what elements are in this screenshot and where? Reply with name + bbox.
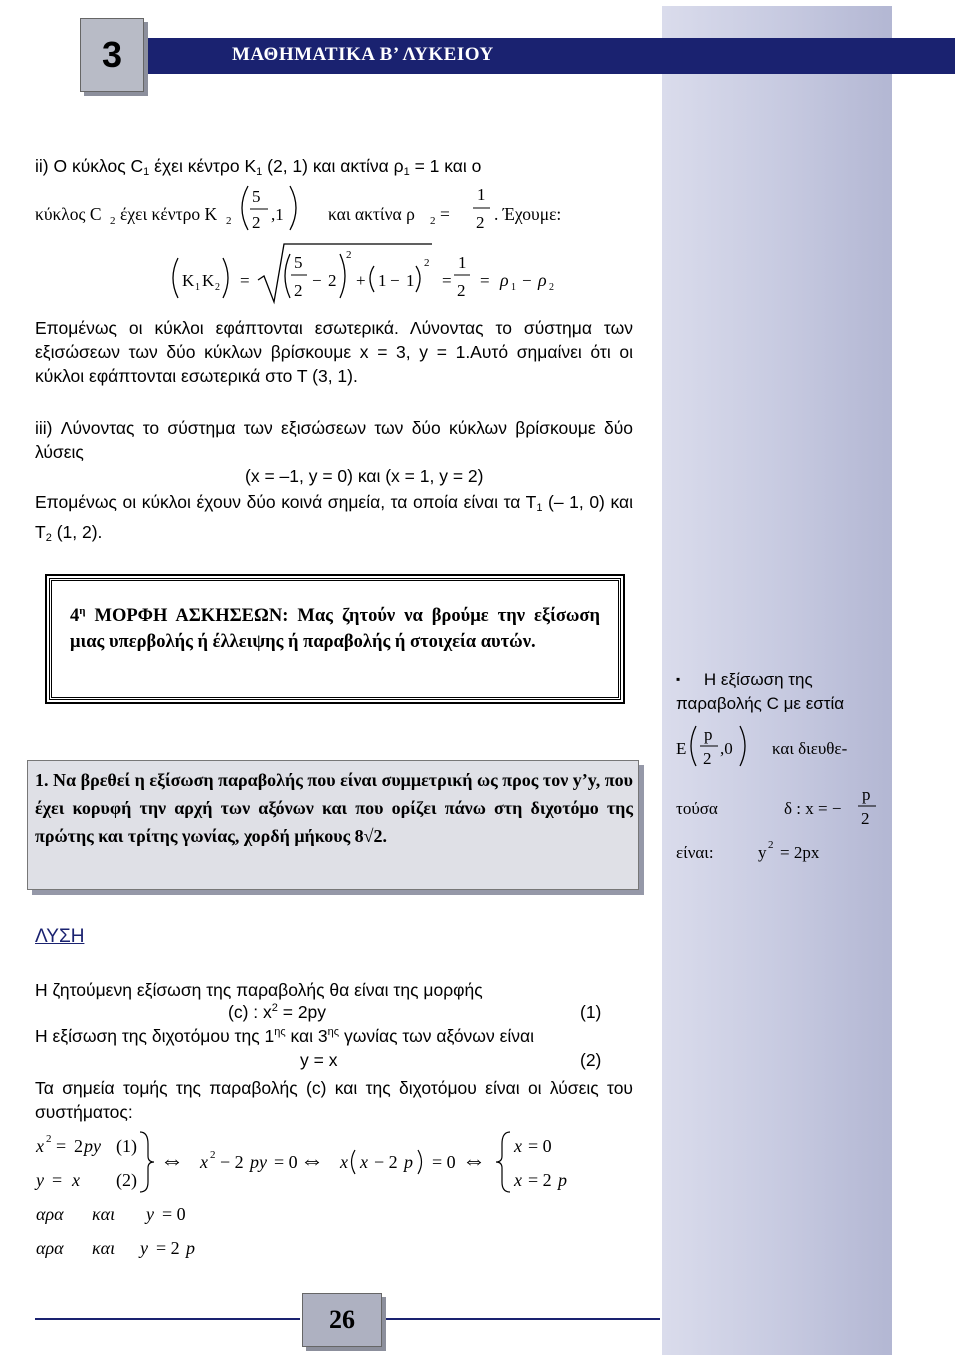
svg-text:,0: ,0 [720, 739, 733, 758]
form4-text: $4^\eta$ ΜΟΡΦΗ ΑΣΚΗΣΕΩΝ: Μας ζητούν να βρούμε την εξίσωση μιας υπερβολής ή έλλειψης ή παραβολής ή στοιχεία αυτών. [70, 605, 600, 652]
svg-text:−: − [390, 271, 400, 290]
svg-text:δ : x = −: δ : x = − [784, 799, 842, 818]
svg-text:1: 1 [511, 282, 516, 293]
svg-text:2: 2 [457, 281, 466, 300]
svg-text:y: y [140, 1238, 148, 1258]
svg-text:(1): (1) [116, 1136, 137, 1156]
distance-formula [160, 240, 580, 310]
solution-eq1-num: (1) [580, 1002, 602, 1022]
svg-text:2: 2 [703, 749, 712, 768]
svg-text:y: y [36, 1170, 44, 1190]
svg-text:,1: ,1 [271, 205, 284, 224]
svg-text:5: 5 [294, 253, 303, 272]
svg-text:είναι:: είναι: [676, 843, 714, 862]
svg-text:−: − [522, 271, 532, 290]
svg-text:−: − [312, 271, 322, 290]
header-title: ΜΑΘΗΜΑΤΙΚΑ Β’ ΛΥΚΕΙΟΥ [232, 44, 494, 65]
svg-text:2: 2 [210, 1149, 216, 1161]
svg-text:2: 2 [252, 213, 261, 232]
svg-text:x: x [360, 1152, 368, 1172]
svg-text:⇔: ⇔ [160, 1148, 184, 1174]
svg-text:= 0: = 0 [432, 1152, 456, 1172]
svg-text:p: p [704, 725, 713, 744]
solution-eq2-num: (2) [580, 1050, 602, 1070]
svg-text:p: p [862, 785, 871, 804]
svg-text:1: 1 [195, 282, 200, 293]
svg-text:=: = [442, 271, 452, 290]
svg-text:1: 1 [458, 253, 467, 272]
svg-text:2: 2 [768, 839, 774, 851]
svg-text:=: = [56, 1136, 67, 1156]
svg-text:1: 1 [406, 271, 415, 290]
svg-text:2: 2 [476, 213, 485, 232]
svg-text:(2): (2) [116, 1170, 137, 1190]
svg-text:= 2: = 2 [528, 1170, 552, 1190]
svg-text:x: x [514, 1170, 522, 1190]
solution-heading: ΛΥΣΗ [35, 926, 85, 947]
side-note-formulas [672, 718, 892, 878]
svg-text:= 2: = 2 [156, 1238, 180, 1258]
svg-text:και διευθε-: και διευθε- [772, 739, 848, 758]
svg-text:y: y [146, 1204, 154, 1224]
svg-text:Ε: Ε [676, 739, 687, 758]
svg-text:2: 2 [226, 215, 232, 227]
svg-text:2: 2 [215, 282, 220, 293]
svg-text:2: 2 [46, 1133, 52, 1145]
svg-text:=: = [240, 271, 250, 290]
chapter-number: 3 [80, 18, 144, 92]
svg-text:x: x [340, 1152, 348, 1172]
part-ii-line2 [30, 178, 650, 238]
solution-p3: Τα σημεία τομής της παραβολής (c) και της διχοτόμου είναι οι λύσεις του συστήματος: [35, 1078, 633, 1122]
svg-text:2: 2 [110, 215, 116, 227]
svg-text:2: 2 [861, 809, 870, 828]
svg-text:2: 2 [424, 257, 430, 269]
svg-text:y: y [758, 843, 767, 862]
svg-text:αρα: αρα [36, 1238, 64, 1258]
svg-text:= 2px: = 2px [780, 843, 820, 862]
page-number: 26 [302, 1293, 382, 1347]
svg-text:− 2: − 2 [220, 1152, 244, 1172]
svg-text:2: 2 [430, 215, 436, 227]
svg-text:p: p [404, 1152, 413, 1172]
svg-text:έχει κέντρο Κ: έχει κέντρο Κ [120, 204, 218, 224]
svg-text:2: 2 [294, 281, 303, 300]
svg-text:τούσα: τούσα [676, 799, 718, 818]
svg-text:= 0: = 0 [162, 1204, 186, 1224]
svg-text:=: = [52, 1170, 63, 1190]
footer-line-right [383, 1318, 660, 1320]
svg-text:5: 5 [252, 187, 261, 206]
solution-system [30, 1124, 630, 1264]
svg-text:αρα: αρα [36, 1204, 64, 1224]
svg-text:2: 2 [549, 282, 554, 293]
svg-text:. Έχουμε:: . Έχουμε: [494, 204, 562, 224]
svg-text:py: py [84, 1136, 101, 1156]
svg-text:=: = [440, 204, 450, 224]
footer-line-left [35, 1318, 300, 1320]
svg-text:2: 2 [74, 1136, 83, 1156]
svg-text:⇔: ⇔ [462, 1148, 486, 1174]
svg-text:p: p [186, 1238, 195, 1258]
svg-text:py: py [250, 1152, 267, 1172]
svg-text:και ακτίνα ρ: και ακτίνα ρ [328, 204, 415, 224]
solution-p1: Η ζητούμενη εξίσωση της παραβολής θα είναι της μορφής [35, 980, 483, 1000]
svg-text:κύκλος C: κύκλος C [35, 204, 102, 224]
svg-text:= 0: = 0 [274, 1152, 298, 1172]
part-ii-conclusion: Επομένως οι κύκλοι εφάπτονται εσωτερικά. Λύνοντας το σύστημα των εξισώσεων των δύο κύκλων βρίσκουμε x = 3, y = 1.Αυτό σημαίνει ότι οι κύκλοι εφάπτονται εσωτερικά στο Τ (3, 1). [35, 318, 633, 386]
svg-text:x: x [514, 1136, 522, 1156]
svg-text:+: + [356, 271, 366, 290]
svg-text:2: 2 [328, 271, 337, 290]
svg-text:= 0: = 0 [528, 1136, 552, 1156]
svg-text:− 2: − 2 [374, 1152, 398, 1172]
svg-text:x: x [36, 1136, 44, 1156]
side-note-line1: ▪ Η εξίσωση της [676, 670, 813, 689]
svg-text:x: x [72, 1170, 80, 1190]
svg-text:2: 2 [346, 249, 352, 261]
svg-text:p: p [558, 1170, 567, 1190]
svg-text:και: και [92, 1204, 116, 1224]
svg-text:Κ: Κ [202, 271, 215, 290]
svg-text:1: 1 [378, 271, 387, 290]
solution-eq2: y = x [300, 1050, 338, 1070]
part-ii-line1: ii) Ο κύκλος $C_1$ έχει κέντρο $K_1$ (2, 1) και ακτίνα $\rho_1 = 1$ και ο [35, 156, 482, 178]
svg-text:1: 1 [477, 185, 486, 204]
svg-text:ρ: ρ [538, 270, 547, 290]
part-iii-conclusion: Επομένως οι κύκλοι έχουν δύο κοινά σημεία, τα οποία είναι τα $T_1$ (– 1, 0) και $T_2$ (1, 2). [35, 492, 633, 544]
svg-text:Κ: Κ [182, 271, 195, 290]
svg-text:x: x [200, 1152, 208, 1172]
svg-text:ρ: ρ [500, 270, 509, 290]
solution-eq1: (c) : $x^2 = 2py$ [228, 1002, 327, 1022]
part-iii-text: iii) Λύνοντας το σύστημα των εξισώσεων των δύο κύκλων βρίσκουμε δύο λύσεις [35, 418, 633, 462]
solution-p2: Η εξίσωση της διχοτόμου της $1^{\eta\varsigma}$ και $3^{\eta\varsigma}$ γωνίας των αξόνων είναι [35, 1026, 535, 1046]
svg-text:⇔: ⇔ [300, 1148, 324, 1174]
exercise-text: 1. Να βρεθεί η εξίσωση παραβολής που είναι συμμετρική ως προς τον y’y, που έχει κορυφή την αρχή των αξόνων και που ορίζει πάνω στη διχοτόμο της πρώτης και τρίτης γωνίας, χορδή μήκους 8√2. [35, 770, 633, 846]
side-note-line2: παραβολής C με εστία [676, 694, 845, 713]
svg-text:και: και [92, 1238, 116, 1258]
header-bar [90, 38, 955, 74]
svg-text:=: = [480, 271, 490, 290]
part-iii-solutions: (x = –1, y = 0) και (x = 1, y = 2) [245, 466, 484, 486]
